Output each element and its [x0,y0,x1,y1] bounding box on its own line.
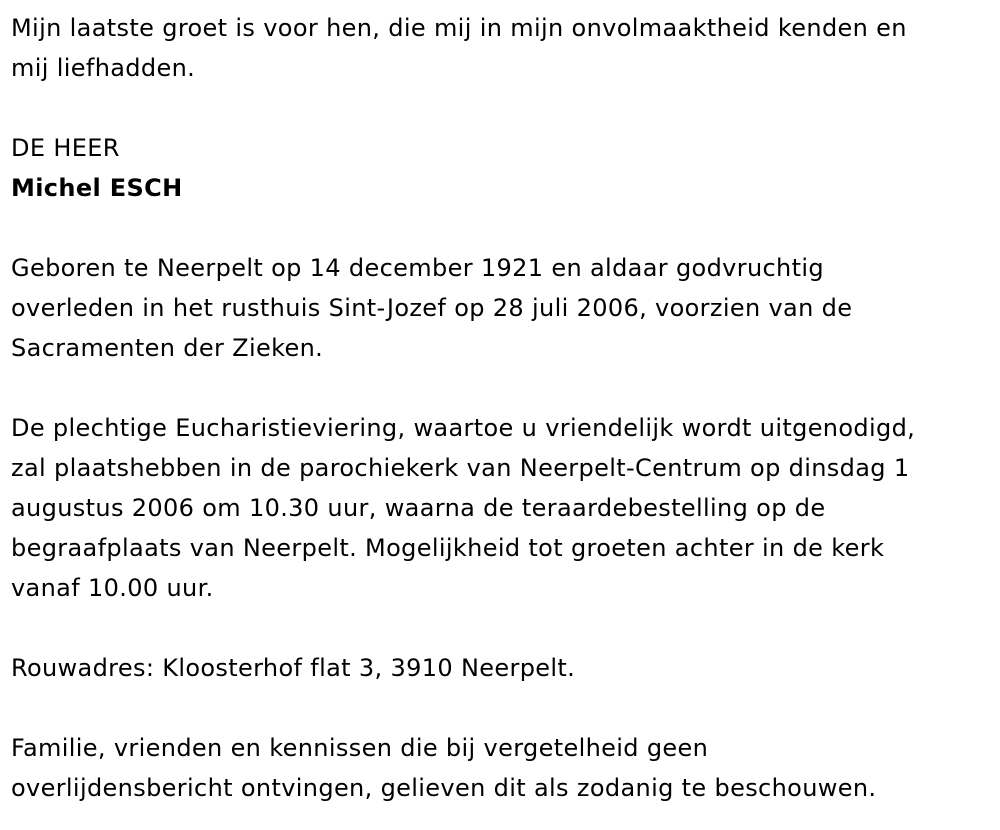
paragraph-line: zal plaatshebben in de parochiekerk van Neerpelt-Centrum op dinsdag 1 [11,454,910,482]
spacer [11,688,991,728]
paragraph-line: augustus 2006 om 10.30 uur, waarna de teraardebestelling op de [11,494,826,522]
spacer [11,88,991,128]
spacer [11,608,991,648]
mourning-address: Rouwadres: Kloosterhof flat 3, 3910 Neerpelt. [11,654,576,682]
spacer [11,368,991,408]
paragraph-line: overlijdensbericht ontvingen, gelieven dit als zodanig te beschouwen. [11,774,877,802]
opening-quote-line: mij liefhadden. [11,54,196,82]
opening-quote [11,8,991,88]
paragraph-line: De plechtige Eucharistieviering, waartoe u vriendelijk wordt uitgenodigd, [11,414,916,442]
paragraph-line: Familie, vrienden en kennissen die bij vergetelheid geen [11,734,709,762]
birth-death-paragraph [11,248,991,368]
closing-paragraph [11,728,991,808]
paragraph-line: Sacramenten der Zieken. [11,334,324,362]
paragraph-line: overleden in het rusthuis Sint-Jozef op 28 juli 2006, voorzien van de [11,294,853,322]
opening-quote-line: Mijn laatste groet is voor hen, die mij in mijn onvolmaaktheid kenden en [11,14,907,42]
paragraph-line: vanaf 10.00 uur. [11,574,214,602]
deceased-name: Michel ESCH [11,174,183,202]
honorific-title: DE HEER [11,134,120,162]
obituary-notice [11,8,991,808]
paragraph-line: Geboren te Neerpelt op 14 december 1921 en aldaar godvruchtig [11,254,824,282]
paragraph-line: begraafplaats van Neerpelt. Mogelijkheid tot groeten achter in de kerk [11,534,885,562]
funeral-service-paragraph [11,408,991,608]
spacer [11,208,991,248]
